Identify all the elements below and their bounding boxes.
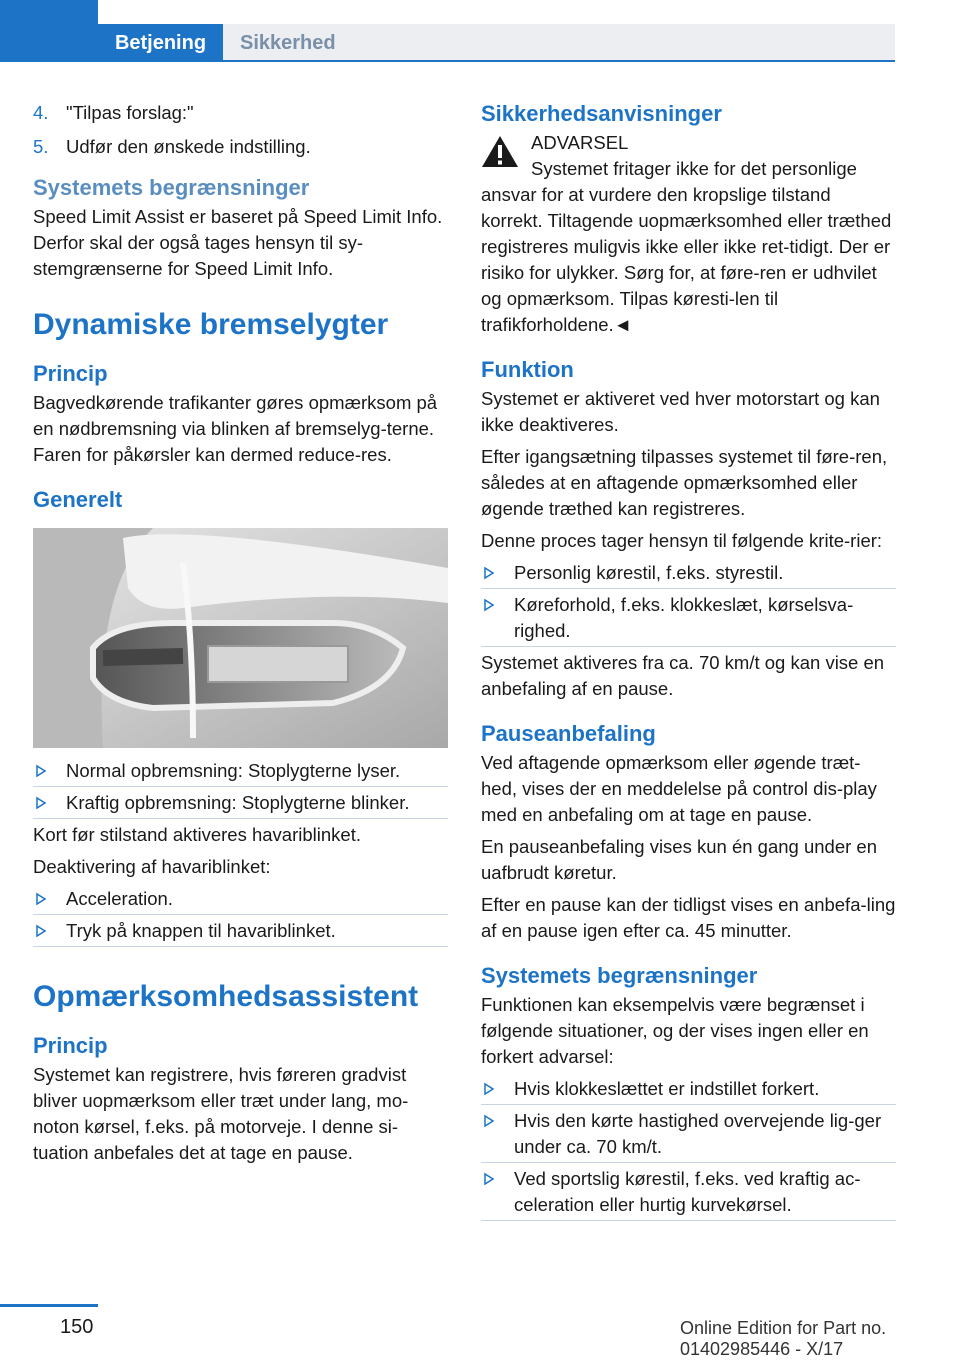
heading-principle: Princip xyxy=(33,1033,108,1058)
paragraph: Denne proces tager hensyn til følgende krite-rier: xyxy=(481,530,883,551)
edition-note: Online Edition for Part no. 01402985446 - X/17 xyxy=(680,1318,887,1359)
list-item: 4. "Tilpas forslag:" xyxy=(33,102,194,123)
bullet-list xyxy=(33,886,448,944)
list-item: Acceleration. xyxy=(33,886,448,912)
page-number: 150 xyxy=(60,1316,94,1338)
warning-block xyxy=(481,130,896,156)
triangle-bullet-icon xyxy=(33,790,51,816)
triangle-bullet-icon xyxy=(481,560,499,586)
tab-betjening[interactable]: Betjening xyxy=(98,24,223,62)
list-item: Køreforhold, f.eks. klokkeslæt, kørselsva-righed. xyxy=(481,592,896,644)
paragraph: Efter en pause kan der tidligst vises en anbefa-ling af en pause igen efter ca. 45 minutter. xyxy=(481,894,896,941)
bullet-list xyxy=(33,758,448,816)
left-column xyxy=(33,100,448,1172)
steps-list xyxy=(33,100,448,160)
footer-rule xyxy=(0,1304,98,1307)
triangle-bullet-icon xyxy=(33,918,51,944)
bullet-list xyxy=(481,1076,896,1218)
triangle-bullet-icon xyxy=(33,758,51,784)
paragraph: Funktionen kan eksempelvis være begrænset i følgende situationer, og der vises ingen eller en forkert advarsel: xyxy=(481,994,869,1067)
triangle-bullet-icon xyxy=(481,1108,499,1134)
heading-function: Funktion xyxy=(481,357,574,382)
heading-principle: Princip xyxy=(33,361,108,386)
list-item: 5. Udfør den ønskede indstilling. xyxy=(33,136,311,157)
triangle-bullet-icon xyxy=(481,1166,499,1192)
triangle-bullet-icon xyxy=(481,1076,499,1102)
list-item: Hvis den kørte hastighed overvejende lig-ger under ca. 70 km/t. xyxy=(481,1108,896,1160)
list-item: Kraftig opbremsning: Stoplygterne blinker. xyxy=(33,790,448,816)
triangle-bullet-icon xyxy=(33,886,51,912)
list-item: Personlig kørestil, f.eks. styrestil. xyxy=(481,560,896,586)
tail-light-image xyxy=(33,528,448,748)
list-item: Ved sportslig kørestil, f.eks. ved kraftig ac-celeration eller hurtig kurvekørsel. xyxy=(481,1166,896,1218)
heading-attention-assistant: Opmærksomhedsassistent xyxy=(33,980,419,1013)
right-column xyxy=(481,100,896,1224)
bullet-list xyxy=(481,560,896,644)
paragraph: Systemet aktiveres fra ca. 70 km/t og kan vise en anbefaling af en pause. xyxy=(481,652,885,699)
heading-safety-notes: Sikkerhedsanvisninger xyxy=(481,101,722,126)
paragraph: Systemet kan registrere, hvis føreren gradvist bliver uopmærksom eller træt under lang, mo-noton kørsel, f.eks. på motorveje. I denne si-tuation anbefales det at tage en pause. xyxy=(33,1064,409,1163)
warning-text: Systemet fritager ikke for det personlige ansvar for at vurdere den kropslige tilstand korrekt. Tiltagende uopmærksomhed eller træthed registreres muligvis ikke eller ikke ret-tidigt. Der er risiko for ulykker. Sørg for, at føre-ren er udhvilet og opmærksom. Tilpas køresti-len til trafikforholdene.◄ xyxy=(481,158,892,335)
warning-label: ADVARSEL xyxy=(531,132,629,153)
page-header xyxy=(0,0,960,62)
heading-pause-recommendation: Pauseanbefaling xyxy=(481,721,656,746)
paragraph: Kort før stilstand aktiveres havariblinket. xyxy=(33,824,361,845)
paragraph: Bagvedkørende trafikanter gøres opmærksom på en nødbremsning via blinken af bremselyg-terne. Faren for påkørsler kan dermed reduce-res. xyxy=(33,392,438,465)
tab-sikkerhed[interactable]: Sikkerhed xyxy=(223,24,895,62)
heading-general: Generelt xyxy=(33,487,123,512)
paragraph: Ved aftagende opmærksom eller øgende træt-hed, vises der en meddelelse på control dis-play med en anbefaling om at tage en pause. xyxy=(481,752,877,825)
heading-system-limits: Systemets begrænsninger xyxy=(33,175,310,200)
warning-triangle-icon xyxy=(481,134,519,168)
paragraph: Deaktivering af havariblinket: xyxy=(33,856,271,877)
paragraph: Systemet er aktiveret ved hver motorstart og kan ikke deaktiveres. xyxy=(481,388,880,435)
paragraph: En pauseanbefaling vises kun én gang under en uafbrudt køretur. xyxy=(481,836,877,883)
header-rule xyxy=(0,60,895,62)
list-item: Hvis klokkeslættet er indstillet forkert. xyxy=(481,1076,896,1102)
list-item: Tryk på knappen til havariblinket. xyxy=(33,918,448,944)
heading-system-limits: Systemets begrænsninger xyxy=(481,963,758,988)
heading-dynamic-brake-lights: Dynamiske bremselygter xyxy=(33,308,389,341)
list-item: Normal opbremsning: Stoplygterne lyser. xyxy=(33,758,448,784)
header-accent-bar xyxy=(0,0,98,62)
triangle-bullet-icon xyxy=(481,592,499,618)
paragraph: Speed Limit Assist er baseret på Speed Limit Info. Derfor skal der også tages hensyn til sy-stemgrænserne for Speed Limit Info. xyxy=(33,206,443,279)
paragraph: Efter igangsætning tilpasses systemet til føre-ren, således at en aftagende opmærksomhed eller øgende træthed kan registreres. xyxy=(481,446,888,519)
